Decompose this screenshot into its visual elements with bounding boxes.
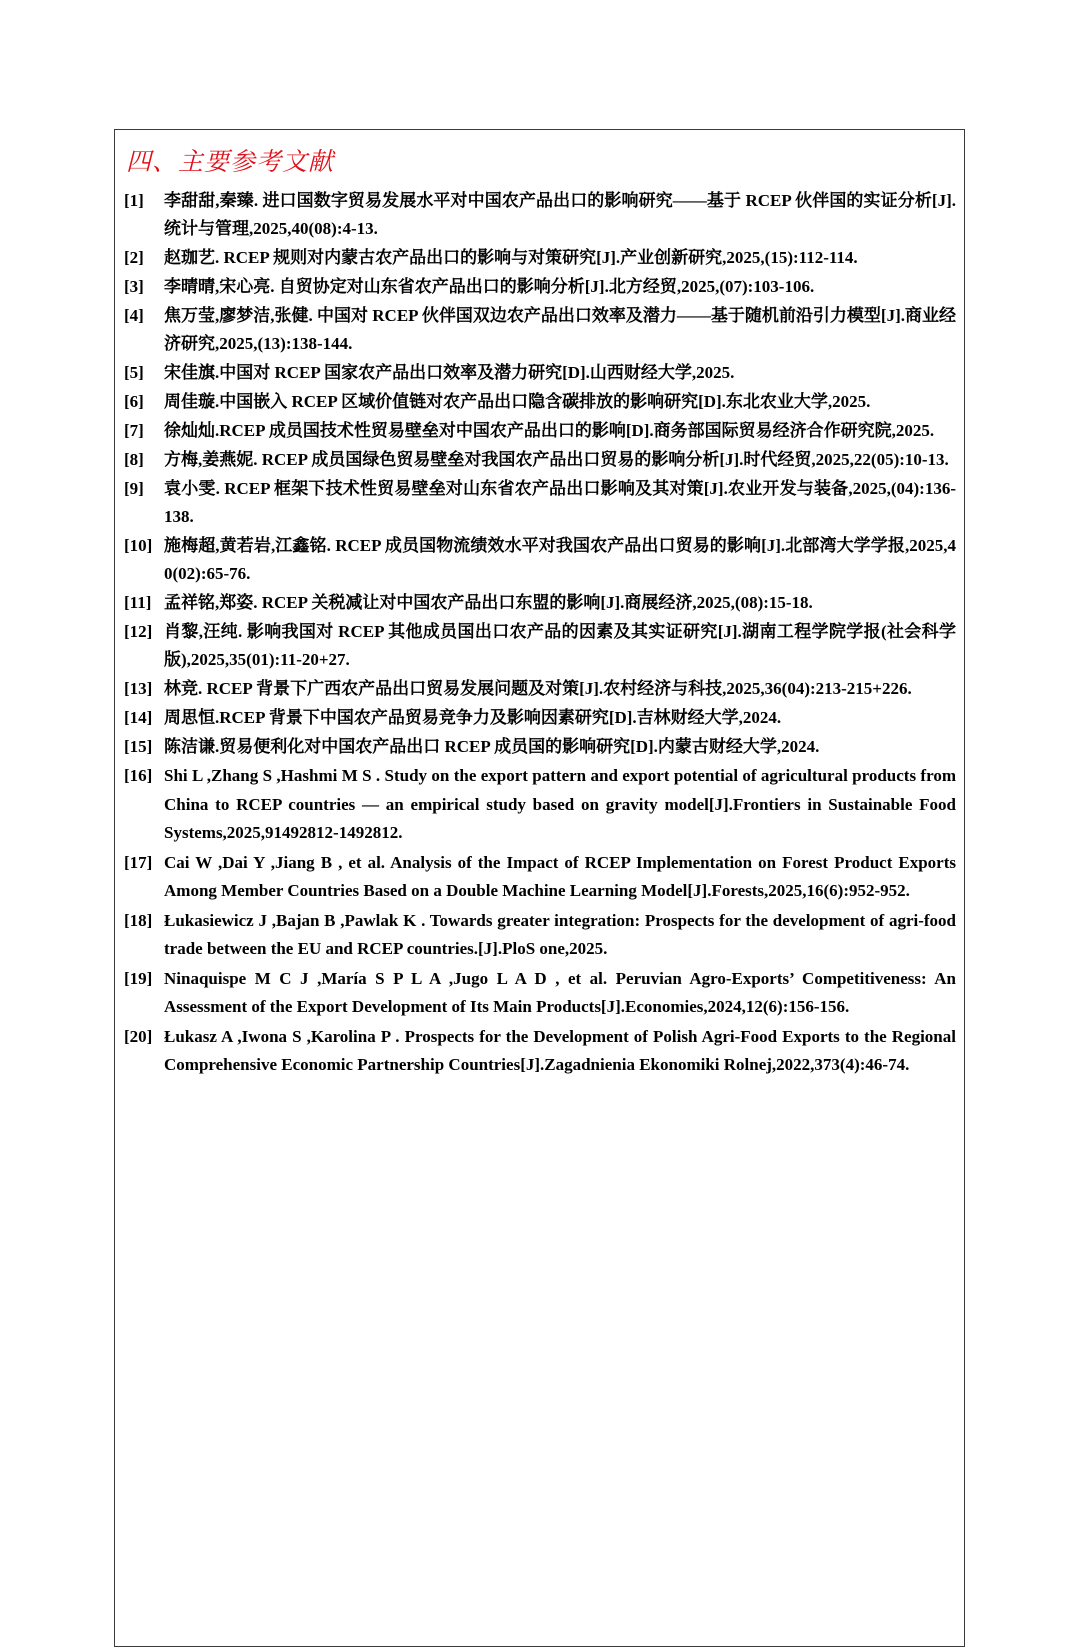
reference-number: [4] — [124, 306, 144, 325]
reference-number: [15] — [124, 737, 153, 756]
reference-item — [124, 302, 956, 358]
reference-number: [14] — [124, 708, 153, 727]
reference-number: [2] — [124, 248, 144, 267]
reference-text: 周佳璇.中国嵌入 RCEP 区域价值链对农产品出口隐含碳排放的影响研究[D].东北农业大学,2025. — [164, 392, 871, 411]
reference-number: [7] — [124, 421, 144, 440]
reference-text: 宋佳旗.中国对 RCEP 国家农产品出口效率及潜力研究[D].山西财经大学,2025. — [164, 363, 735, 382]
reference-number: [1] — [124, 191, 144, 210]
reference-text: 林竞. RCEP 背景下广西农产品出口贸易发展问题及对策[J].农村经济与科技,2025,36(04):213-215+226. — [164, 679, 912, 698]
reference-number: [5] — [124, 363, 144, 382]
reference-number: [3] — [124, 277, 144, 296]
reference-item — [124, 849, 956, 906]
reference-text: Łukasiewicz J ,Bajan B ,Pawlak K . Towards greater integration: Prospects for the development of agri-food trade between the EU and RCEP countries.[J].PloS one,2025. — [164, 910, 956, 958]
reference-number: [20] — [124, 1026, 153, 1046]
reference-item — [124, 704, 956, 732]
reference-item — [124, 273, 956, 301]
reference-text: 周思恒.RCEP 背景下中国农产品贸易竞争力及影响因素研究[D].吉林财经大学,2024. — [164, 708, 782, 727]
reference-item — [124, 446, 956, 474]
reference-item — [124, 475, 956, 531]
reference-text: 陈洁谦.贸易便利化对中国农产品出口 RCEP 成员国的影响研究[D].内蒙古财经大学,2024. — [164, 737, 820, 756]
reference-text: 焦万莹,廖梦洁,张健. 中国对 RCEP 伙伴国双边农产品出口效率及潜力——基于随机前沿引力模型[J].商业经济研究,2025,(13):138-144. — [164, 306, 956, 353]
reference-number: [12] — [124, 622, 153, 641]
reference-number: [17] — [124, 852, 153, 872]
reference-number: [9] — [124, 479, 144, 498]
reference-text: 徐灿灿.RCEP 成员国技术性贸易壁垒对中国农产品出口的影响[D].商务部国际贸易经济合作研究院,2025. — [164, 421, 935, 440]
reference-item — [124, 965, 956, 1022]
reference-number: [11] — [124, 593, 152, 612]
reference-text: 李晴晴,宋心亮. 自贸协定对山东省农产品出口的影响分析[J].北方经贸,2025,(07):103-106. — [164, 277, 815, 296]
reference-text: 肖黎,汪纯. 影响我国对 RCEP 其他成员国出口农产品的因素及其实证研究[J].湖南工程学院学报(社会科学版),2025,35(01):11-20+27. — [164, 622, 956, 669]
reference-text: Ninaquispe M C J ,María S P L A ,Jugo L A D , et al. Peruvian Agro-Exports’ Competitiveness: An Assessment of the Export Development of Its Main Products[J].Economies,2024,12(6):156-156. — [164, 968, 956, 1016]
reference-number: [19] — [124, 968, 153, 988]
reference-item — [124, 1023, 956, 1080]
reference-number: [16] — [124, 766, 153, 785]
reference-number: [13] — [124, 679, 153, 698]
reference-item — [124, 907, 956, 964]
reference-item — [124, 532, 956, 588]
reference-item — [124, 244, 956, 272]
reference-text: 袁小雯. RCEP 框架下技术性贸易壁垒对山东省农产品出口影响及其对策[J].农业开发与装备,2025,(04):136-138. — [164, 479, 956, 526]
reference-list — [124, 187, 956, 1081]
reference-item — [124, 589, 956, 617]
reference-number: [6] — [124, 392, 144, 411]
reference-item — [124, 733, 956, 761]
reference-item — [124, 187, 956, 243]
reference-text: 孟祥铭,郑姿. RCEP 关税减让对中国农产品出口东盟的影响[J].商展经济,2025,(08):15-18. — [164, 593, 813, 612]
reference-text: Cai W ,Dai Y ,Jiang B , et al. Analysis of the Impact of RCEP Implementation on Forest Product Exports Among Member Countries Based on a Double Machine Learning Model[J].Forests,2025,16(6):952-952. — [164, 852, 956, 900]
reference-number: [18] — [124, 910, 153, 930]
reference-item — [124, 417, 956, 445]
reference-item — [124, 618, 956, 674]
section-heading: 四、主要参考文献 — [126, 147, 335, 176]
reference-text: Shi L ,Zhang S ,Hashmi M S . Study on the export pattern and export potential of agricultural products from China to RCEP countries — an empirical study based on gravity model[J].Frontiers in Sustainable Food Systems,2025,91492812-1492812. — [164, 766, 956, 842]
reference-item — [124, 388, 956, 416]
reference-text: 李甜甜,秦臻. 进口国数字贸易发展水平对中国农产品出口的影响研究——基于 RCEP 伙伴国的实证分析[J].统计与管理,2025,40(08):4-13. — [164, 191, 956, 238]
reference-item — [124, 762, 956, 848]
reference-text: Łukasz A ,Iwona S ,Karolina P . Prospects for the Development of Polish Agri-Food Exports to the Regional Comprehensive Economic Partnership Countries[J].Zagadnienia Ekonomiki Rolnej,2022,373(4):46-74. — [164, 1026, 956, 1074]
reference-number: [10] — [124, 536, 153, 555]
reference-number: [8] — [124, 450, 144, 469]
reference-item — [124, 675, 956, 703]
reference-item — [124, 359, 956, 387]
reference-text: 赵珈艺. RCEP 规则对内蒙古农产品出口的影响与对策研究[J].产业创新研究,2025,(15):112-114. — [164, 248, 858, 267]
reference-text: 方梅,姜燕妮. RCEP 成员国绿色贸易壁垒对我国农产品出口贸易的影响分析[J].时代经贸,2025,22(05):10-13. — [164, 450, 949, 469]
reference-text: 施梅超,黄若岩,江鑫铭. RCEP 成员国物流绩效水平对我国农产品出口贸易的影响[J].北部湾大学学报,2025,40(02):65-76. — [164, 536, 956, 583]
